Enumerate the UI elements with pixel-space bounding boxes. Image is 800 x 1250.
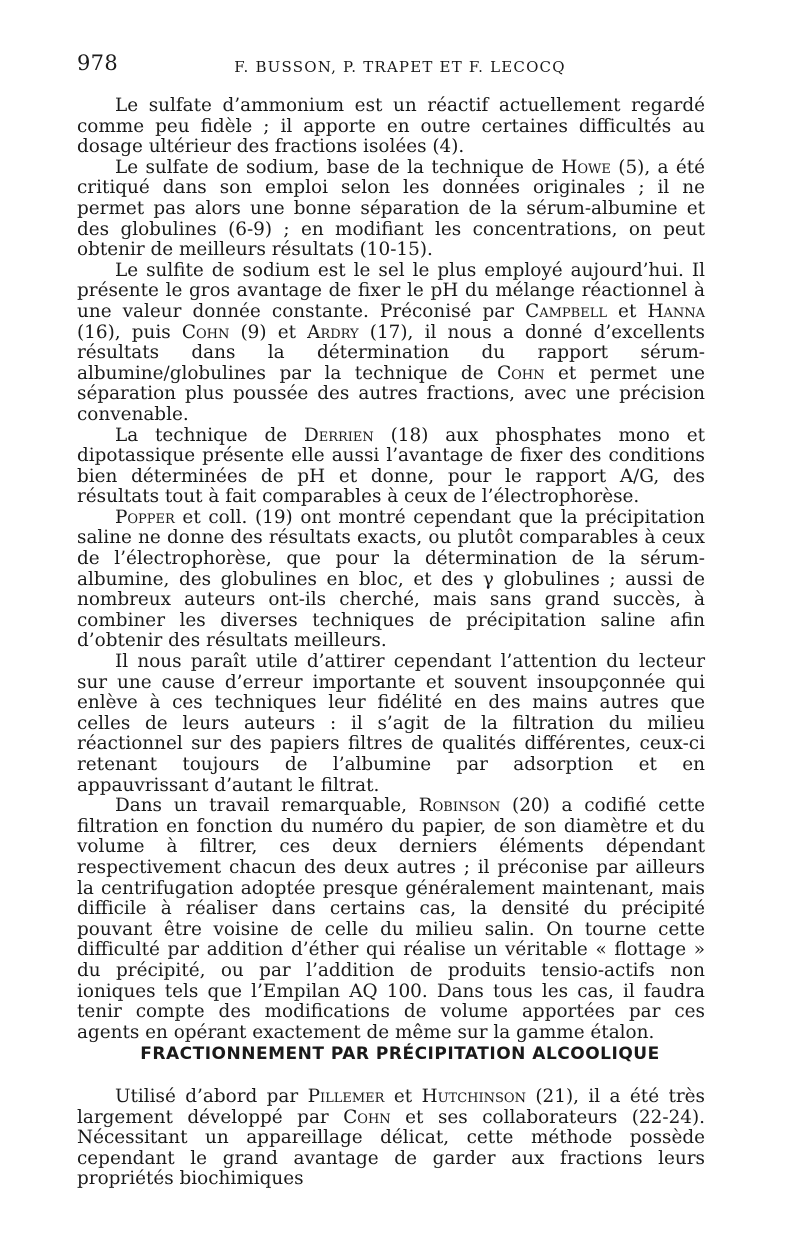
body-text — [77, 96, 705, 1043]
author-name: Howe — [561, 156, 611, 178]
paragraph — [77, 508, 705, 652]
author-name: Campbell — [525, 300, 607, 322]
paragraph — [77, 426, 705, 508]
text-segment: (16), puis — [77, 321, 182, 343]
author-name: Cohn — [181, 321, 230, 343]
page-number: 978 — [77, 51, 118, 75]
author-name: Hanna — [647, 300, 706, 322]
text-segment: Utilisé d’abord par — [115, 1086, 308, 1107]
text-segment: et permet une séparation plus poussée des autres fractions, avec une précision convenable. — [77, 362, 705, 425]
paragraph — [77, 796, 705, 1043]
author-name: Cohn — [343, 1106, 391, 1128]
author-name: Ardry — [307, 321, 359, 343]
paragraph — [77, 652, 705, 796]
text-segment: et — [384, 1086, 422, 1107]
text-segment: Le sulfate de sodium, base de la technique de — [115, 156, 562, 178]
text-segment: Le sulfate d’ammonium est un réactif actuellement regardé comme peu fidèle ; il apporte en outre certaines difficultés au dosage ultérieur des fractions isolées (4). — [77, 95, 705, 158]
text-segment: (20) a codifié cette filtration en fonction du numéro du papier, de son diamètre et du volume à filtrer, ces deux derniers éléments dépendant respectivement chacun des deux autres ; il préconise par ailleurs la centrifugation adoptée presque généralement maintenant, mais difficile à réaliser dans certains cas, la densité du précipité pouvant être voisine de celle du milieu salin. On tourne cette difficulté par addition d’éther qui réalise un véritable « flottage » du précipité, ou par l’addition de produits tensio-actifs non ioniques tels que l’Empilan AQ 100. Dans tous les cas, il faudra tenir compte des modifications de volume apportées par ces agents en opérant exactement de même sur la gamme étalon. — [77, 795, 705, 1043]
author-name: Hutchinson — [421, 1086, 526, 1107]
text-segment: (9) et — [229, 321, 308, 343]
paragraph — [77, 261, 705, 426]
text-segment: Dans un travail remarquable, — [115, 795, 419, 817]
text-segment: et — [606, 300, 648, 322]
section-heading: FRACTIONNEMENT PAR PRÉCIPITATION ALCOOLIQUE — [140, 1044, 660, 1064]
text-segment: (17), il nous a donné d’excellents résultats dans la détermination du rapport sérum-albumine/globulines par la technique de — [77, 321, 705, 384]
author-name: Pillemer — [307, 1086, 385, 1107]
text-segment: et coll. (19) ont montré cependant que la précipitation saline ne donne des résultats exacts, ou plutôt comparables à ceux de l’électrophorèse, que pour la détermination de la sérum-albumine, des globulines en bloc, et des γ globulines ; aussi de nombreux auteurs ont-ils cherché, mais sans grand succès, à combiner les diverses techniques de précipitation saline afin d’obtenir des résultats meilleurs. — [77, 506, 705, 652]
paragraph — [77, 96, 705, 158]
author-name: Derrien — [303, 424, 374, 446]
text-segment: Le sulfite de sodium est le sel le plus employé aujourd’hui. Il présente le gros avantage de fixer le pH du mélange réactionnel à une valeur donnée constante. Préconisé par — [77, 259, 705, 322]
paragraph — [77, 1087, 705, 1190]
paragraph — [77, 158, 705, 261]
author-name: Cohn — [497, 362, 545, 384]
section-body-text — [77, 1087, 705, 1190]
text-segment: (21), il a été très largement développé par — [77, 1086, 705, 1128]
author-name: Popper — [115, 506, 175, 528]
text-segment: (18) aux phosphates mono et dipotassique présente elle aussi l’avantage de fixer des conditions bien déterminées de pH et donne, pour le rapport A/G, des résultats tout à fait comparables à ceux de l’électrophorèse. — [77, 424, 705, 508]
text-segment: Il nous paraît utile d’attirer cependant l’attention du lecteur sur une cause d’erreur importante et souvent insoupçonnée qui enlève à ces techniques leur fidélité en des mains autres que celles de leurs auteurs : il s’agit de la filtration du milieu réactionnel sur des papiers filtres de qualités différentes, ceux-ci retenant toujours de l’albumine par adsorption et en appauvrissant d’autant le filtrat. — [77, 651, 705, 796]
author-name: Robinson — [418, 795, 501, 817]
text-segment: (5), a été critiqué dans son emploi selon les données originales ; il ne permet pas alors une bonne séparation de la sérum-albumine et des globulines (6-9) ; en modifiant les concentrations, on peut obtenir de meilleurs résultats (10-15). — [77, 156, 705, 261]
text-segment: et ses collaborateurs (22-24). Nécessitant un appareillage délicat, cette méthode possède cependant le grand avantage de garder aux fractions leurs propriétés biochimiques — [77, 1106, 705, 1190]
running-head: F. BUSSON, P. TRAPET ET F. LECOCQ — [234, 58, 566, 76]
text-segment: La technique de — [115, 424, 304, 446]
